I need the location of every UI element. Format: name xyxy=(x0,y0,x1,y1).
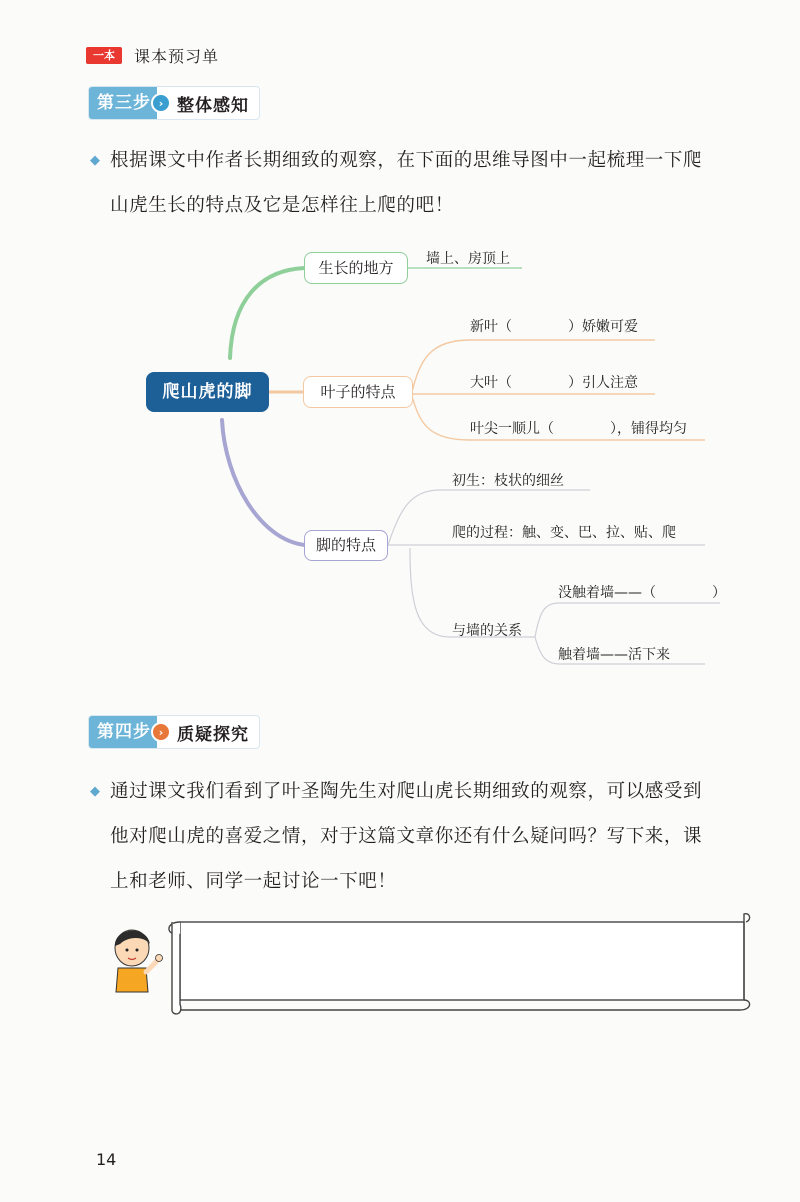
mindmap-branch-foot-features: 脚的特点 xyxy=(304,530,388,561)
answer-writing-area[interactable] xyxy=(190,930,730,1000)
connector-branch1 xyxy=(230,268,305,358)
step4-heading xyxy=(88,715,260,749)
leaf-line-relation-1 xyxy=(535,603,720,637)
leaf-wall-relation: 与墙的关系 xyxy=(452,623,522,639)
step4-name: 质疑探究 xyxy=(177,724,249,745)
mindmap-branch-growth-place: 生长的地方 xyxy=(304,252,408,284)
diamond-bullet-icon: ◆ xyxy=(90,784,100,799)
chevron-right-icon: › xyxy=(151,722,171,742)
leaf-feature-1: 新叶（ ）娇嫩可爱 xyxy=(470,319,638,335)
connector-branch3 xyxy=(222,420,305,545)
page-number: 14 xyxy=(96,1150,117,1169)
chevron-right-icon: › xyxy=(151,93,171,113)
mindmap-branch-leaf-features: 叶子的特点 xyxy=(303,376,413,408)
leaf-foot-feature-1: 初生：枝状的细丝 xyxy=(452,473,564,489)
diamond-bullet-icon: ◆ xyxy=(90,153,100,168)
leaf-wall-relation-2: 触着墙——活下来 xyxy=(558,647,670,663)
leaf-foot-feature-2: 爬的过程：触、变、巴、拉、贴、爬 xyxy=(452,525,676,541)
leaf-feature-3: 叶尖一顺儿（ ），铺得均匀 xyxy=(470,421,687,437)
leaf-feature-2: 大叶（ ）引人注意 xyxy=(470,375,638,391)
step4-instruction-line2: 他对爬山虎的喜爱之情，对于这篇文章你还有什么疑问吗？写下来，课 xyxy=(110,826,703,847)
boy-illustration xyxy=(106,918,168,996)
leaf-growth-place: 墙上、房顶上 xyxy=(426,251,510,267)
mindmap-root: 爬山虎的脚 xyxy=(146,372,269,412)
step3-number: 第三步 xyxy=(89,87,157,119)
page-header-title: 课本预习单 xyxy=(134,47,220,66)
step4-instruction-line3: 上和老师、同学一起讨论一下吧！ xyxy=(110,871,397,892)
step4-number: 第四步 xyxy=(89,716,157,748)
brand-logo: 一本 xyxy=(86,47,122,64)
leaf-wall-relation-1: 没触着墙——（ ） xyxy=(558,585,726,601)
step3-instruction-line1: 根据课文中作者长期细致的观察，在下面的思维导图中一起梳理一下爬 xyxy=(110,150,703,171)
step3-name: 整体感知 xyxy=(177,95,249,116)
step3-instruction-line2: 山虎生长的特点及它是怎样往上爬的吧！ xyxy=(110,195,454,216)
step4-instruction-line1: 通过课文我们看到了叶圣陶先生对爬山虎长期细致的观察，可以感受到 xyxy=(110,781,703,802)
